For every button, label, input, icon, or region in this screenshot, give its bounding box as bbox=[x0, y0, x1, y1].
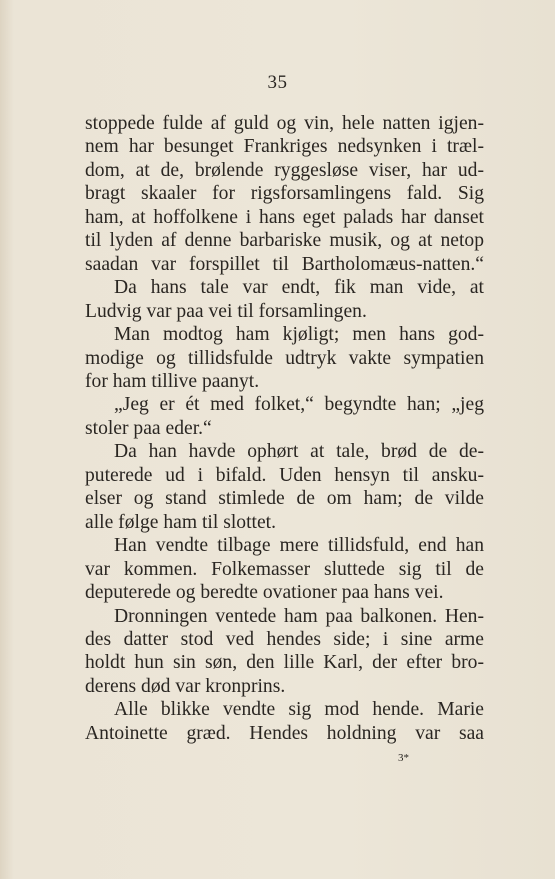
text-line: Da han havde ophørt at tale, brød de de- bbox=[114, 441, 484, 463]
text-line: Ludvig var paa vei til forsamlingen. bbox=[85, 300, 367, 322]
text-line: Dronningen ventede ham paa balkonen. Hen- bbox=[114, 605, 484, 627]
text-line: deputerede og beredte ovationer paa hans vei. bbox=[85, 582, 444, 604]
text-line: Alle blikke vendte sig mod hende. Marie bbox=[114, 699, 484, 721]
text-line: til lyden af denne barbariske musik, og at netop bbox=[85, 230, 484, 252]
text-line: bragt skaaler for rigsforsamlingens fald. Sig bbox=[85, 183, 484, 205]
page-number: 35 bbox=[267, 72, 288, 93]
text-line: for ham tillive paanyt. bbox=[85, 370, 260, 392]
text-line: holdt hun sin søn, den lille Karl, der efter bro- bbox=[85, 652, 484, 674]
text-line: Han vendte tilbage mere tillidsfuld, end han bbox=[114, 535, 484, 557]
text-line: ham, at hoffolkene i hans eget palads har danset bbox=[85, 206, 484, 228]
text-line: „Jeg er ét med folket,“ begyndte han; „jeg bbox=[114, 394, 484, 416]
text-line: elser og stand stimlede de om ham; de vilde bbox=[85, 488, 484, 510]
text-line: stoler paa eder.“ bbox=[85, 417, 212, 439]
text-line: Antoinette græd. Hendes holdning var saa bbox=[85, 722, 484, 744]
text-line: Man modtog ham kjøligt; men hans god- bbox=[114, 324, 484, 346]
text-line: stoppede fulde af guld og vin, hele natten igjen- bbox=[85, 113, 484, 134]
text-line: modige og tillidsfulde udtryk vakte sympatien bbox=[85, 347, 484, 369]
text-line: Da hans tale var endt, fik man vide, at bbox=[114, 277, 484, 299]
text-line: derens død var kronprins. bbox=[85, 675, 286, 697]
text-line: puterede ud i bifald. Uden hensyn til ansku- bbox=[85, 464, 484, 486]
text-line: dom, at de, brølende ryggesløse viser, har ud- bbox=[85, 159, 484, 181]
text-line: alle følge ham til slottet. bbox=[85, 511, 276, 533]
text-line: saadan var forspillet til Bartholomæus-natten.“ bbox=[85, 253, 484, 275]
body-text bbox=[85, 112, 484, 745]
text-line: var kommen. Folkemasser sluttede sig til de bbox=[85, 558, 484, 580]
signature-mark: 3* bbox=[398, 752, 409, 764]
text-line: des datter stod ved hendes side; i sine arme bbox=[85, 628, 484, 650]
text-line: nem har besunget Frankriges nedsynken i træl- bbox=[85, 136, 484, 158]
